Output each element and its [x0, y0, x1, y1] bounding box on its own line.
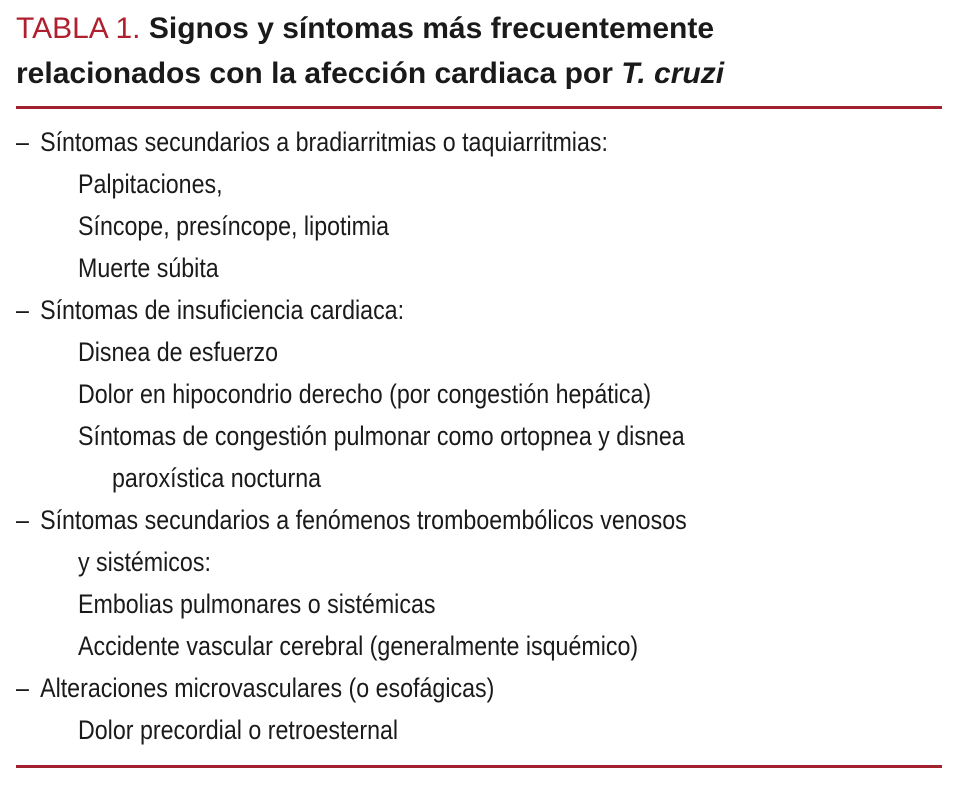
list-item — [16, 583, 942, 625]
list-item-continuation — [16, 457, 942, 499]
section-dash: – — [16, 505, 29, 535]
section-heading-continuation-text: y sistémicos: — [78, 547, 211, 577]
list-item-text: Embolias pulmonares o sistémicas — [78, 589, 436, 619]
list-item — [16, 709, 942, 751]
table-number-label: TABLA 1. — [16, 12, 141, 45]
list-item-text: Disnea de esfuerzo — [78, 337, 279, 367]
list-item — [16, 163, 942, 205]
list-item-text: Síntomas de congestión pulmonar como ortopnea y disnea — [78, 421, 685, 451]
section-dash: – — [16, 295, 29, 325]
section-heading-continuation — [16, 541, 942, 583]
list-item-text: Síncope, presíncope, lipotimia — [78, 211, 390, 241]
title-line-1 — [16, 6, 942, 51]
title-text-line-2: relacionados con la afección cardiaca por — [16, 57, 613, 90]
list-item — [16, 331, 942, 373]
list-item — [16, 415, 942, 457]
list-item — [16, 247, 942, 289]
list-item-text: Dolor en hipocondrio derecho (por congestión hepática) — [78, 379, 652, 409]
title-line-2 — [16, 51, 942, 96]
section-heading-text: Síntomas secundarios a fenómenos tromboembólicos venosos — [40, 505, 687, 535]
section-heading-text: Síntomas de insuficiencia cardiaca: — [40, 295, 405, 325]
list-item-continuation-text: paroxística nocturna — [112, 463, 322, 493]
title-text-line-1: Signos y síntomas más frecuentemente — [148, 12, 715, 45]
section-heading-text: Síntomas secundarios a bradiarritmias o taquiarritmias: — [40, 127, 608, 157]
list-item-text: Palpitaciones, — [78, 169, 223, 199]
section-heading — [16, 289, 942, 331]
title-species-name: T. cruzi — [621, 57, 725, 90]
list-item-text: Dolor precordial o retroesternal — [78, 715, 399, 745]
list-item — [16, 625, 942, 667]
table-content — [16, 109, 942, 765]
section-heading-text: Alteraciones microvasculares (o esofágicas) — [40, 673, 495, 703]
bottom-rule — [16, 765, 942, 768]
list-item — [16, 373, 942, 415]
section-dash: – — [16, 673, 29, 703]
section-dash: – — [16, 127, 29, 157]
list-item — [16, 205, 942, 247]
list-item-text: Muerte súbita — [78, 253, 219, 283]
list-item-text: Accidente vascular cerebral (generalmente isquémico) — [78, 631, 639, 661]
section-heading — [16, 667, 942, 709]
table-title — [16, 6, 942, 96]
table-1 — [16, 6, 942, 768]
section-heading — [16, 121, 942, 163]
section-heading — [16, 499, 942, 541]
